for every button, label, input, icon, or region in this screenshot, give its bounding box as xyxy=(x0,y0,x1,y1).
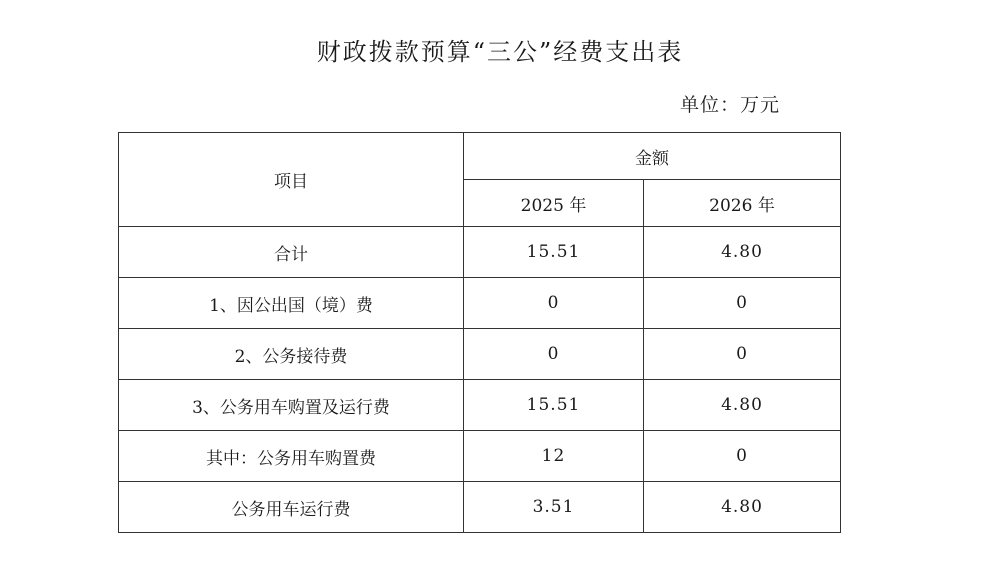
cell-2026: 0 xyxy=(644,278,841,329)
header-row-1 xyxy=(119,133,841,180)
table-row-total xyxy=(119,227,841,278)
row-label: 合计 xyxy=(119,227,464,278)
cell-2026: 4.80 xyxy=(644,482,841,533)
cell-2025: 15.51 xyxy=(464,227,644,278)
table-row xyxy=(119,380,841,431)
row-label: 1、因公出国（境）费 xyxy=(119,278,464,329)
table-row xyxy=(119,482,841,533)
cell-2025: 3.51 xyxy=(464,482,644,533)
row-label: 3、公务用车购置及运行费 xyxy=(119,380,464,431)
cell-2026: 4.80 xyxy=(644,227,841,278)
header-year-2026: 2026 年 xyxy=(644,180,841,227)
row-label: 公务用车运行费 xyxy=(119,482,464,533)
row-label: 其中：公务用车购置费 xyxy=(119,431,464,482)
cell-2025: 0 xyxy=(464,278,644,329)
header-item: 项目 xyxy=(119,133,464,227)
table-row xyxy=(119,431,841,482)
table-row xyxy=(119,329,841,380)
header-year-2025: 2025 年 xyxy=(464,180,644,227)
unit-label: 单位：万元 xyxy=(680,94,781,116)
row-label: 2、公务接待费 xyxy=(119,329,464,380)
cell-2025: 15.51 xyxy=(464,380,644,431)
cell-2025: 0 xyxy=(464,329,644,380)
header-amount: 金额 xyxy=(464,133,841,180)
cell-2026: 0 xyxy=(644,329,841,380)
cell-2026: 4.80 xyxy=(644,380,841,431)
budget-table xyxy=(118,132,841,533)
table-row xyxy=(119,278,841,329)
cell-2025: 12 xyxy=(464,431,644,482)
page-title: 财政拨款预算“三公”经费支出表 xyxy=(316,38,684,66)
cell-2026: 0 xyxy=(644,431,841,482)
